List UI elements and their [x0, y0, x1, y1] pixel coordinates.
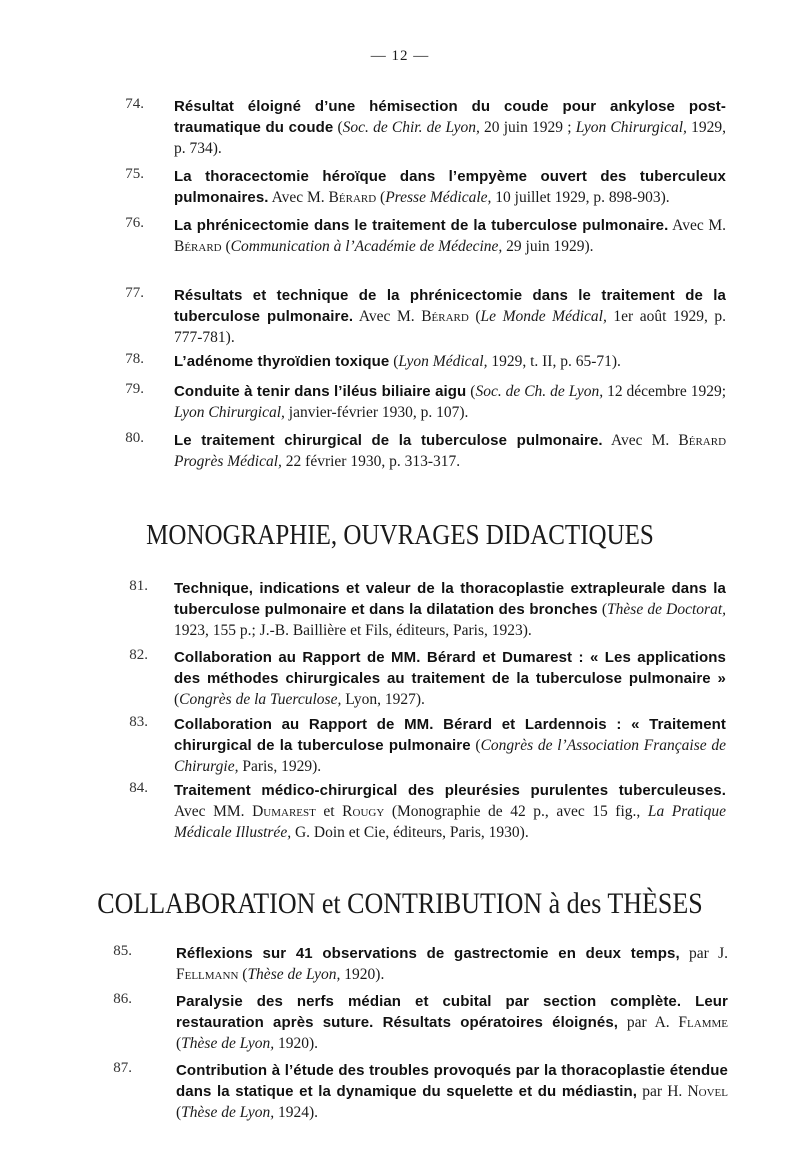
entry-number: 82. [129, 647, 148, 663]
entry-text: Contribution à l’étude des troubles provoqués par la thoracoplastie étendue dans la statique et la dynamique du squelette et du médiastin, par H. Novel (Thèse de Lyon, 1924). [176, 1062, 728, 1121]
entry-text: Traitement médico-chirurgical des pleurésies purulentes tuberculeuses. Avec MM. Dumarest et Rougy (Monographie de 42 p., avec 15 fig., La Pratique Médicale Illustrée, G. Doin et Cie, éditeurs, Paris, 1930). [174, 782, 726, 841]
entry-title: Collaboration au Rapport de MM. Bérard et Dumarest : « Les applications des méthodes chirurgicales au traitement de la tuberculose pulmonaire » [174, 649, 726, 687]
entry-number: 79. [125, 381, 144, 397]
entry-number: 84. [129, 780, 148, 796]
section-heading: MONOGRAPHIE, OUVRAGES DIDACTIQUES [146, 519, 654, 551]
entry-number: 87. [113, 1060, 132, 1076]
entry-title: La phrénicectomie dans le traitement de la tuberculose pulmonaire. [174, 217, 669, 234]
section-heading: COLLABORATION et CONTRIBUTION à des THÈSES [97, 886, 703, 921]
entry-text: Réflexions sur 41 observations de gastrectomie en deux temps, par J. Fellmann (Thèse de Lyon, 1920). [176, 945, 729, 983]
page-number: — 12 — [370, 48, 430, 64]
entry-text: La phrénicectomie dans le traitement de la tuberculose pulmonaire. Avec M. Bérard (Communication à l’Académie de Médecine, 29 juin 1929). [174, 217, 726, 255]
entry-number: 86. [113, 991, 132, 1007]
entry-title: Le traitement chirurgical de la tuberculose pulmonaire. [174, 432, 603, 449]
entry-number: 75. [125, 166, 144, 182]
entry-title: L’adénome thyroïdien toxique [174, 353, 390, 370]
entry-text: Conduite à tenir dans l’iléus biliaire aigu (Soc. de Ch. de Lyon, 12 décembre 1929; Lyon Chirurgical, janvier-février 1930, p. 107). [174, 383, 727, 421]
entry-text: Résultat éloigné d’une hémisection du coude pour ankylose post-traumatique du coude (Soc. de Chir. de Lyon, 20 juin 1929 ; Lyon Chirurgical, 1929, p. 734). [174, 98, 726, 157]
entry-title: Résultat éloigné d’une hémisection du coude pour ankylose post-traumatique du coude [174, 98, 726, 136]
entry-number: 83. [129, 714, 148, 730]
entry-title: La thoracectomie héroïque dans l’empyème ouvert des tuberculeux pulmonaires. [174, 168, 726, 206]
entry-title: Conduite à tenir dans l’iléus biliaire aigu [174, 383, 467, 400]
entry-number: 77. [125, 285, 144, 301]
entry-number: 85. [113, 943, 132, 959]
entry-title: Traitement médico-chirurgical des pleurésies purulentes tuberculeuses. [174, 782, 726, 799]
entry-title: Réflexions sur 41 observations de gastrectomie en deux temps, [176, 945, 680, 962]
entry-text: Collaboration au Rapport de MM. Bérard et Dumarest : « Les applications des méthodes chirurgicales au traitement de la tuberculose pulmonaire » (Congrès de la Tuerculose, Lyon, 1927). [174, 649, 726, 708]
entry-title: Collaboration au Rapport de MM. Bérard et Lardennois : « Traitement chirurgical de la tuberculose pulmonaire [174, 716, 726, 754]
entry-text: Le traitement chirurgical de la tuberculose pulmonaire. Avec M. Bérard Progrès Médical, 22 février 1930, p. 313-317. [174, 432, 727, 470]
entry-number: 76. [125, 215, 144, 231]
entry-text: Collaboration au Rapport de MM. Bérard et Lardennois : « Traitement chirurgical de la tuberculose pulmonaire (Congrès de l’Association Française de Chirurgie, Paris, 1929). [174, 716, 726, 775]
entry-text: Technique, indications et valeur de la thoracoplastie extrapleurale dans la tuberculose pulmonaire et dans la dilatation des bronches (Thèse de Doctorat, 1923, 155 p.; J.-B. Baillière et Fils, éditeurs, Paris, 1923). [174, 580, 727, 639]
entry-title: Paralysie des nerfs médian et cubital par section complète. Leur restauration après suture. Résultats opératoires éloignés, [176, 993, 728, 1031]
entry-number: 81. [129, 578, 148, 594]
entry-text: Résultats et technique de la phrénicectomie dans le traitement de la tuberculose pulmonaire. Avec M. Bérard (Le Monde Médical, 1er août 1929, p. 777-781). [174, 287, 726, 346]
entry-text: La thoracectomie héroïque dans l’empyème ouvert des tuberculeux pulmonaires. Avec M. Bérard (Presse Médicale, 10 juillet 1929, p. 898-903). [174, 168, 726, 206]
entry-text: Paralysie des nerfs médian et cubital par section complète. Leur restauration après suture. Résultats opératoires éloignés, par A. Flamme (Thèse de Lyon, 1920). [176, 993, 728, 1052]
entry-title: Contribution à l’étude des troubles provoqués par la thoracoplastie étendue dans la statique et la dynamique du squelette et du médiastin, [176, 1062, 728, 1100]
entry-title: Technique, indications et valeur de la thoracoplastie extrapleurale dans la tuberculose pulmonaire et dans la dilatation des bronches [174, 580, 726, 618]
entry-number: 78. [125, 351, 144, 367]
entry-text: L’adénome thyroïdien toxique (Lyon Médical, 1929, t. II, p. 65-71). [174, 353, 621, 370]
entry-number: 74. [125, 96, 144, 112]
entry-number: 80. [125, 430, 144, 446]
entry-title: Résultats et technique de la phrénicectomie dans le traitement de la tuberculose pulmonaire. [174, 287, 726, 325]
